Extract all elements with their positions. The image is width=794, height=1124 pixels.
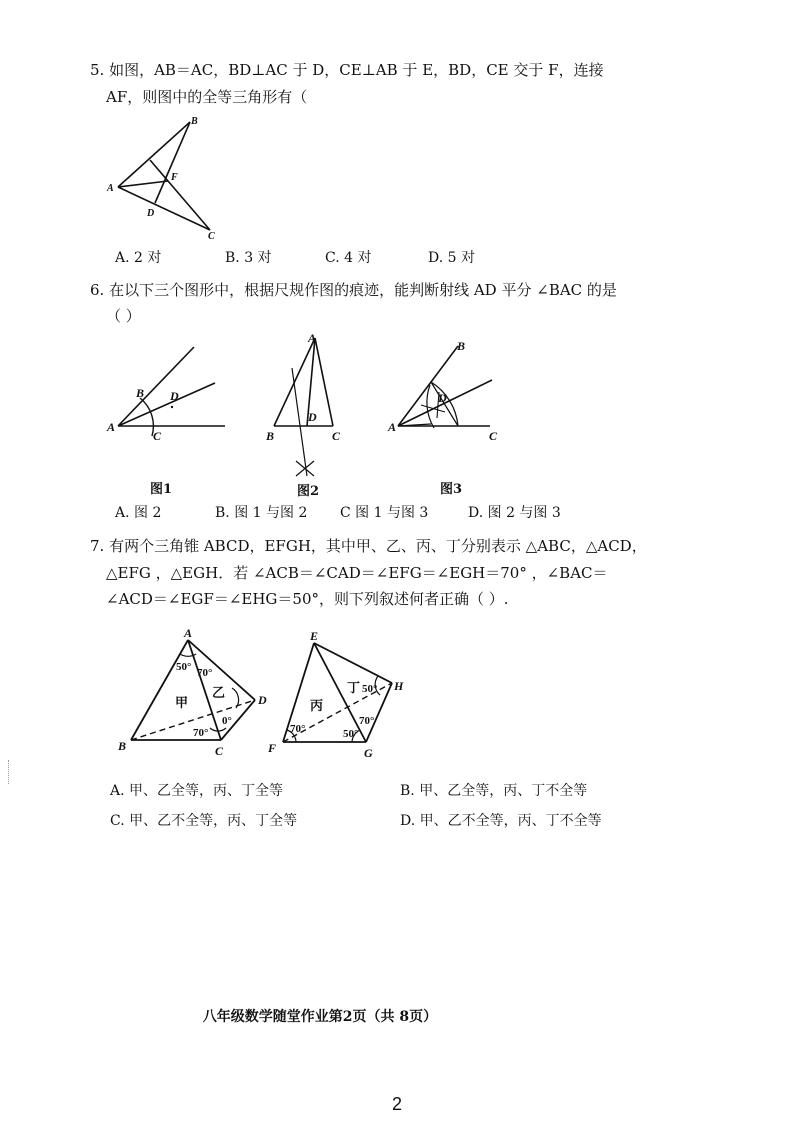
q5-stem-line1: 5. 如图，AB＝AC，BD⊥AC 于 D，CE⊥AB 于 E，BD，CE 交于 F，连接 — [90, 61, 604, 79]
q6-stem-line1: 6. 在以下三个图形中，根据尺规作图的痕迹，能判断射线 AD 平分 ∠BAC 的是 — [90, 281, 617, 299]
q7-label-E: E — [310, 629, 319, 643]
q5-option-b: B. 3 对 — [225, 250, 272, 266]
q7-option-c: C. 甲、乙不全等，丙、丁全等 — [110, 813, 298, 829]
q6-fig2-caption: 图2 — [297, 484, 320, 499]
q7-angle-acb: 70° — [193, 727, 209, 739]
q6-option-d: D. 图 2 与图 3 — [468, 505, 561, 521]
q7-angle-egh: 70° — [359, 715, 375, 727]
q6-fig2-label-A: A — [308, 331, 317, 345]
q7-figure-abcd — [110, 622, 280, 762]
q5-label-A: A — [107, 183, 114, 194]
q7-angle-acd: 0° — [222, 715, 232, 727]
q7-stem-line3: ∠ACD＝∠EGF＝∠EHG＝50°，则下列叙述何者正确（ ）. — [106, 590, 509, 608]
q7-option-b: B. 甲、乙全等，丙、丁不全等 — [400, 783, 588, 799]
q5-label-D: D — [147, 208, 155, 219]
q6-fig3-label-A: A — [388, 420, 397, 434]
q5-option-d: D. 5 对 — [428, 250, 475, 266]
q6-fig2-label-B: B — [266, 429, 275, 443]
q6-figure-3 — [385, 338, 500, 448]
q6-option-b: B. 图 1 与图 2 — [215, 505, 308, 521]
q6-fig2-label-C: C — [332, 429, 341, 443]
q6-fig1-label-B: B — [136, 386, 145, 400]
q5-label-B: B — [191, 116, 198, 127]
q6-figure-1 — [100, 340, 230, 445]
q7-label-G: G — [364, 746, 373, 760]
q7-label-H: H — [394, 679, 404, 693]
q6-fig3-label-B: B — [457, 339, 466, 353]
q7-label-D: D — [258, 693, 267, 707]
q6-fig1-caption: 图1 — [150, 482, 173, 497]
q6-fig3-label-D: D — [438, 391, 447, 405]
scan-edge-marks — [8, 760, 11, 784]
q7-region-yi: 乙 — [212, 685, 226, 700]
q5-option-a: A. 2 对 — [115, 250, 162, 266]
q7-angle-bac: 50° — [176, 661, 192, 673]
q6-fig2-label-D: D — [308, 410, 317, 424]
q7-stem-line1: 7. 有两个三角锥 ABCD，EFGH，其中甲、乙、丙、丁分别表示 △ABC，△ACD， — [90, 537, 647, 555]
q6-fig1-label-A: A — [107, 420, 116, 434]
page-footer: 八年级数学随堂作业第2页（共 8页） — [202, 1009, 438, 1025]
q7-angle-cad: 70° — [197, 667, 213, 679]
q7-label-F: F — [268, 741, 277, 755]
q5-figure — [100, 110, 230, 245]
q7-figure-efgh — [262, 622, 422, 762]
q7-stem-line2: △EFG ，△EGH．若 ∠ACB＝∠CAD＝∠EFG＝∠EGH＝70° ，∠BAC＝ — [106, 564, 608, 582]
q5-stem-line2: AF，则图中的全等三角形有（ — [106, 88, 308, 106]
q6-option-c: C 图 1 与图 3 — [340, 505, 429, 521]
q6-option-a: A. 图 2 — [115, 505, 162, 521]
q7-angle-egf: 50° — [343, 728, 359, 740]
q7-angle-ehg: 50° — [362, 683, 378, 695]
q7-option-a: A. 甲、乙全等，丙、丁全等 — [110, 783, 284, 799]
q6-fig3-label-C: C — [489, 429, 498, 443]
q7-angle-efg: 70° — [290, 723, 306, 735]
q5-label-C: C — [208, 231, 215, 242]
q7-label-A: A — [184, 626, 193, 640]
q7-label-B: B — [118, 739, 127, 753]
q5-label-F: F — [171, 172, 178, 183]
q7-region-ding: 丁 — [347, 680, 361, 695]
q7-label-C: C — [215, 744, 224, 758]
q6-stem-line2: （ ） — [106, 307, 141, 325]
q7-region-jia: 甲 — [175, 695, 189, 710]
page-number: 2 — [391, 1094, 402, 1114]
q6-fig1-label-C: C — [153, 429, 162, 443]
q5-option-c: C. 4 对 — [325, 250, 372, 266]
q6-fig3-caption: 图3 — [440, 482, 463, 497]
q6-fig1-label-D: D — [170, 389, 179, 403]
q7-option-d: D. 甲、乙不全等，丙、丁不全等 — [400, 813, 602, 829]
q7-region-bing: 丙 — [310, 698, 324, 713]
q6-figure-2 — [260, 330, 360, 480]
